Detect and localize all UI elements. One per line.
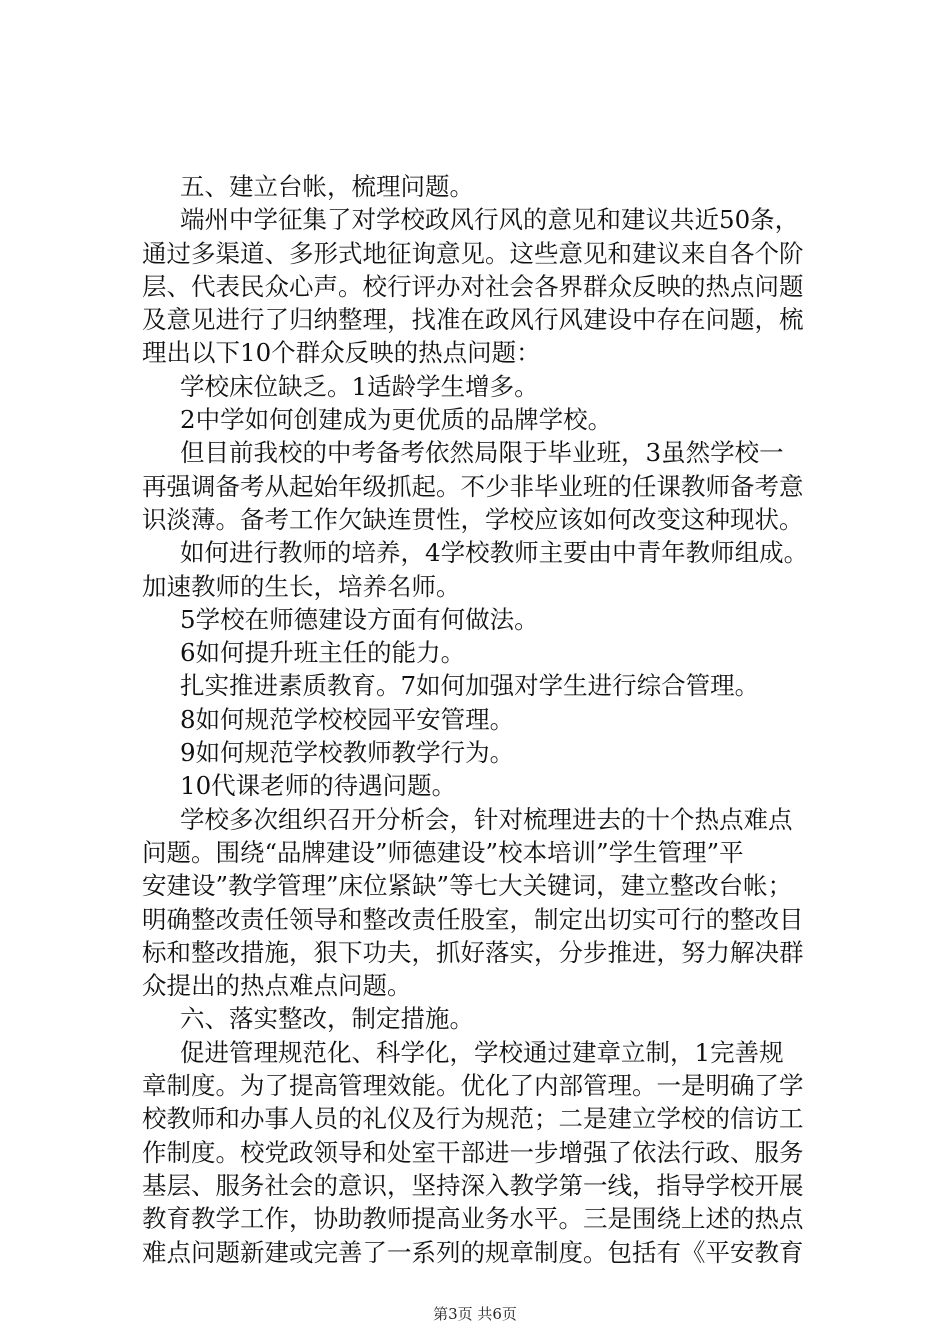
text-line: 如何进行教师的培养，4学校教师主要由中青年教师组成。 xyxy=(180,538,809,568)
text-line: 六、落实整改，制定措施。 xyxy=(180,1004,474,1034)
text-line: 及意见进行了归纳整理，找准在政风行风建设中存在问题，梳 xyxy=(142,305,804,335)
text-line: 10代课老师的待遇问题。 xyxy=(180,771,457,801)
text-line: 章制度。为了提高管理效能。优化了内部管理。一是明确了学 xyxy=(142,1071,804,1101)
document-body xyxy=(142,170,842,1269)
text-line: 学校多次组织召开分析会，针对梳理进去的十个热点难点 xyxy=(180,804,793,834)
text-line: 安建设”教学管理”床位紧缺”等七大关键词，建立整改台帐； xyxy=(142,871,793,901)
text-line: 问题。围绕“品牌建设”师德建设”校本培训”学生管理”平 xyxy=(142,837,744,867)
text-line: 理出以下10个群众反映的热点问题： xyxy=(142,338,541,368)
text-line: 学校床位缺乏。1适龄学生增多。 xyxy=(180,371,539,401)
text-line: 加速教师的生长，培养名师。 xyxy=(142,571,461,601)
text-line: 识淡薄。备考工作欠缺连贯性，学校应该如何改变这种现状。 xyxy=(142,504,804,534)
text-line: 8如何规范学校校园平安管理。 xyxy=(180,704,515,734)
text-line: 五、建立台帐，梳理问题。 xyxy=(180,172,474,201)
text-line: 明确整改责任领导和整改责任股室，制定出切实可行的整改目 xyxy=(142,904,804,934)
text-line: 难点问题新建或完善了一系列的规章制度。包括有《平安教育 xyxy=(142,1237,804,1267)
text-line: 端州中学征集了对学校政风行风的意见和建议共近50条， xyxy=(180,205,800,235)
text-line: 2中学如何创建成为更优质的品牌学校。 xyxy=(180,405,613,435)
text-line: 扎实推进素质教育。7如何加强对学生进行综合管理。 xyxy=(180,671,760,701)
text-line: 5学校在师德建设方面有何做法。 xyxy=(180,604,539,634)
text-line: 但目前我校的中考备考依然局限于毕业班，3虽然学校一 xyxy=(180,438,784,468)
text-line: 众提出的热点难点问题。 xyxy=(142,971,412,1001)
text-line: 基层、服务社会的意识，坚持深入教学第一线，指导学校开展 xyxy=(142,1170,804,1200)
text-line: 标和整改措施，狠下功夫，抓好落实，分步推进，努力解决群 xyxy=(142,937,804,967)
text-line: 通过多渠道、多形式地征询意见。这些意见和建议来自各个阶 xyxy=(142,238,804,268)
text-line: 作制度。校党政领导和处室干部进一步增强了依法行政、服务 xyxy=(142,1137,804,1167)
text-line: 层、代表民众心声。校行评办对社会各界群众反映的热点问题 xyxy=(142,271,804,301)
page-footer: 第3页 共6页 xyxy=(433,1305,517,1323)
text-line: 9如何规范学校教师教学行为。 xyxy=(180,738,515,768)
text-line: 促进管理规范化、科学化，学校通过建章立制，1完善规 xyxy=(180,1037,784,1067)
text-line: 6如何提升班主任的能力。 xyxy=(180,638,466,668)
text-line: 再强调备考从起始年级抓起。不少非毕业班的任课教师备考意 xyxy=(142,471,804,501)
text-line: 校教师和办事人员的礼仪及行为规范；二是建立学校的信访工 xyxy=(142,1104,804,1134)
text-line: 教育教学工作，协助教师提高业务水平。三是围绕上述的热点 xyxy=(142,1204,804,1234)
